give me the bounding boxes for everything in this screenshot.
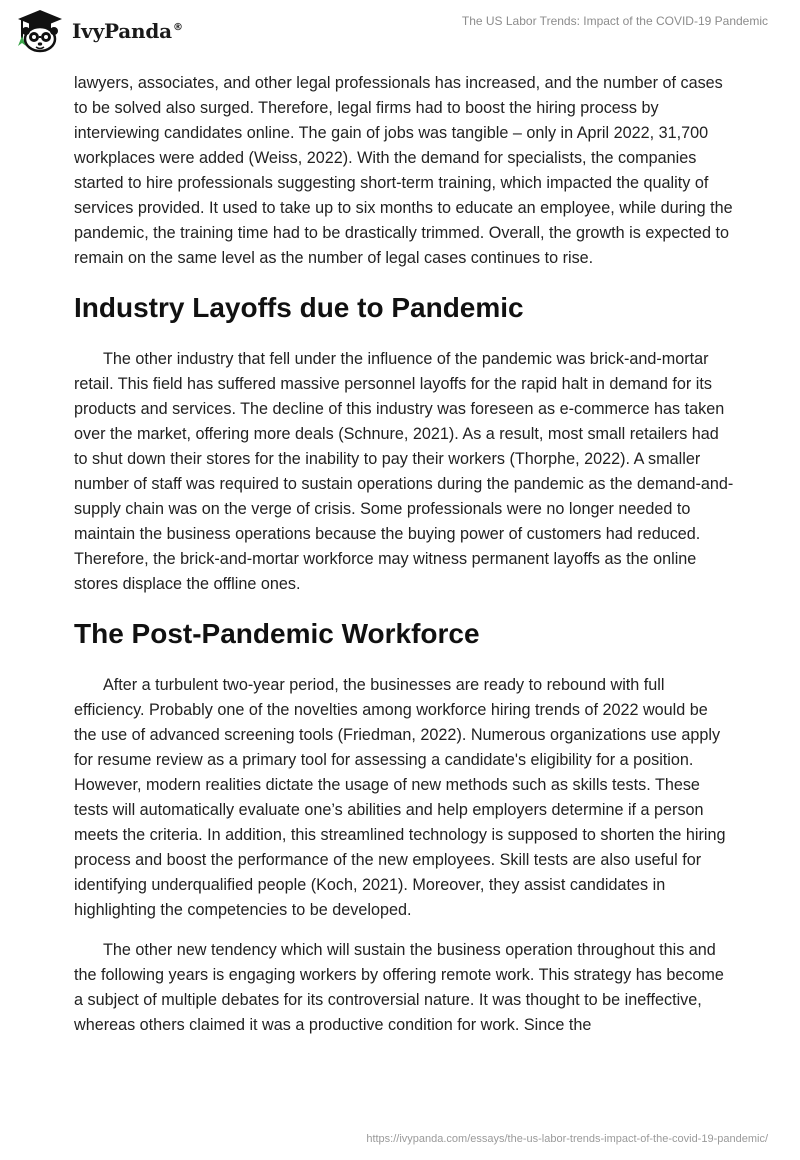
registered-mark: ®: [172, 22, 183, 34]
panda-graduate-icon: [14, 8, 66, 54]
heading-post-pandemic-workforce: The Post-Pandemic Workforce: [74, 618, 480, 649]
essay-content: [74, 71, 734, 1038]
paragraph-retail-layoffs: The other industry that fell under the influence of the pandemic was brick-and-mortar retail. This field has suffered massive personnel layoffs for the rapid halt in demand for its products and services. The decline of this industry was foreseen as e-commerce has taken over the market, offering more deals (Schnure, 2021). As a result, most small retailers had to shut down their stores for the inability to pay their workers (Thorphe, 2022). A smaller number of staff was required to sustain operations during the pandemic as the demand-and-supply chain was on the verge of crisis. Some professionals were no longer needed to maintain the business operations because the buying power of customers had reduced. Therefore, the brick-and-mortar workforce may witness permanent layoffs as the online stores displace the offline ones.: [74, 350, 734, 593]
paragraph-screening-tools: After a turbulent two-year period, the businesses are ready to rebound with full efficiency. Probably one of the novelties among workforce hiring trends of 2022 would be the use of advanced screening tools (Friedman, 2022). Numerous organizations use apply for resume review as a primary tool for assessing a candidate's eligibility for a position. However, modern realities dictate the usage of new methods such as skills tests. These tests will automatically evaluate one’s abilities and help employers determine if a person meets the criteria. In addition, this streamlined technology is supposed to shorten the hiring process and boost the performance of the new employees. Skill tests are also useful for identifying underqualified people (Koch, 2021). Moreover, they assist candidates in highlighting the competencies to be developed.: [74, 676, 726, 919]
document-title: The US Labor Trends: Impact of the COVID-19 Pandemic: [461, 14, 768, 28]
page-header: [0, 0, 800, 66]
source-url[interactable]: https://ivypanda.com/essays/the-us-labor-trends-impact-of-the-covid-19-pandemic/: [366, 1133, 768, 1145]
heading-industry-layoffs: Industry Layoffs due to Pandemic: [74, 292, 524, 323]
paragraph-legal-hiring: lawyers, associates, and other legal professionals has increased, and the number of cases to be solved also surged. Therefore, legal firms had to boost the hiring process by interviewing candidates online. The gain of jobs was tangible – only in April 2022, 31,700 workplaces were added (Weiss, 2022). With the demand for specialists, the companies started to hire professionals suggesting short-term training, which impacted the quality of services provided. It used to take up to six months to educate an employee, while during the pandemic, the training time had to be drastically trimmed. Overall, the growth is expected to remain on the same level as the number of legal cases continues to rise.: [74, 74, 733, 267]
logo-wordmark: [72, 19, 183, 43]
logo-text: IvyPanda: [72, 19, 172, 43]
site-logo[interactable]: [14, 8, 183, 54]
paragraph-remote-work: The other new tendency which will sustain the business operation throughout this and the following years is engaging workers by offering remote work. This strategy has become a subject of multiple debates for its controversial nature. It was thought to be ineffective, whereas others claimed it was a productive condition for work. Since the: [74, 941, 724, 1034]
